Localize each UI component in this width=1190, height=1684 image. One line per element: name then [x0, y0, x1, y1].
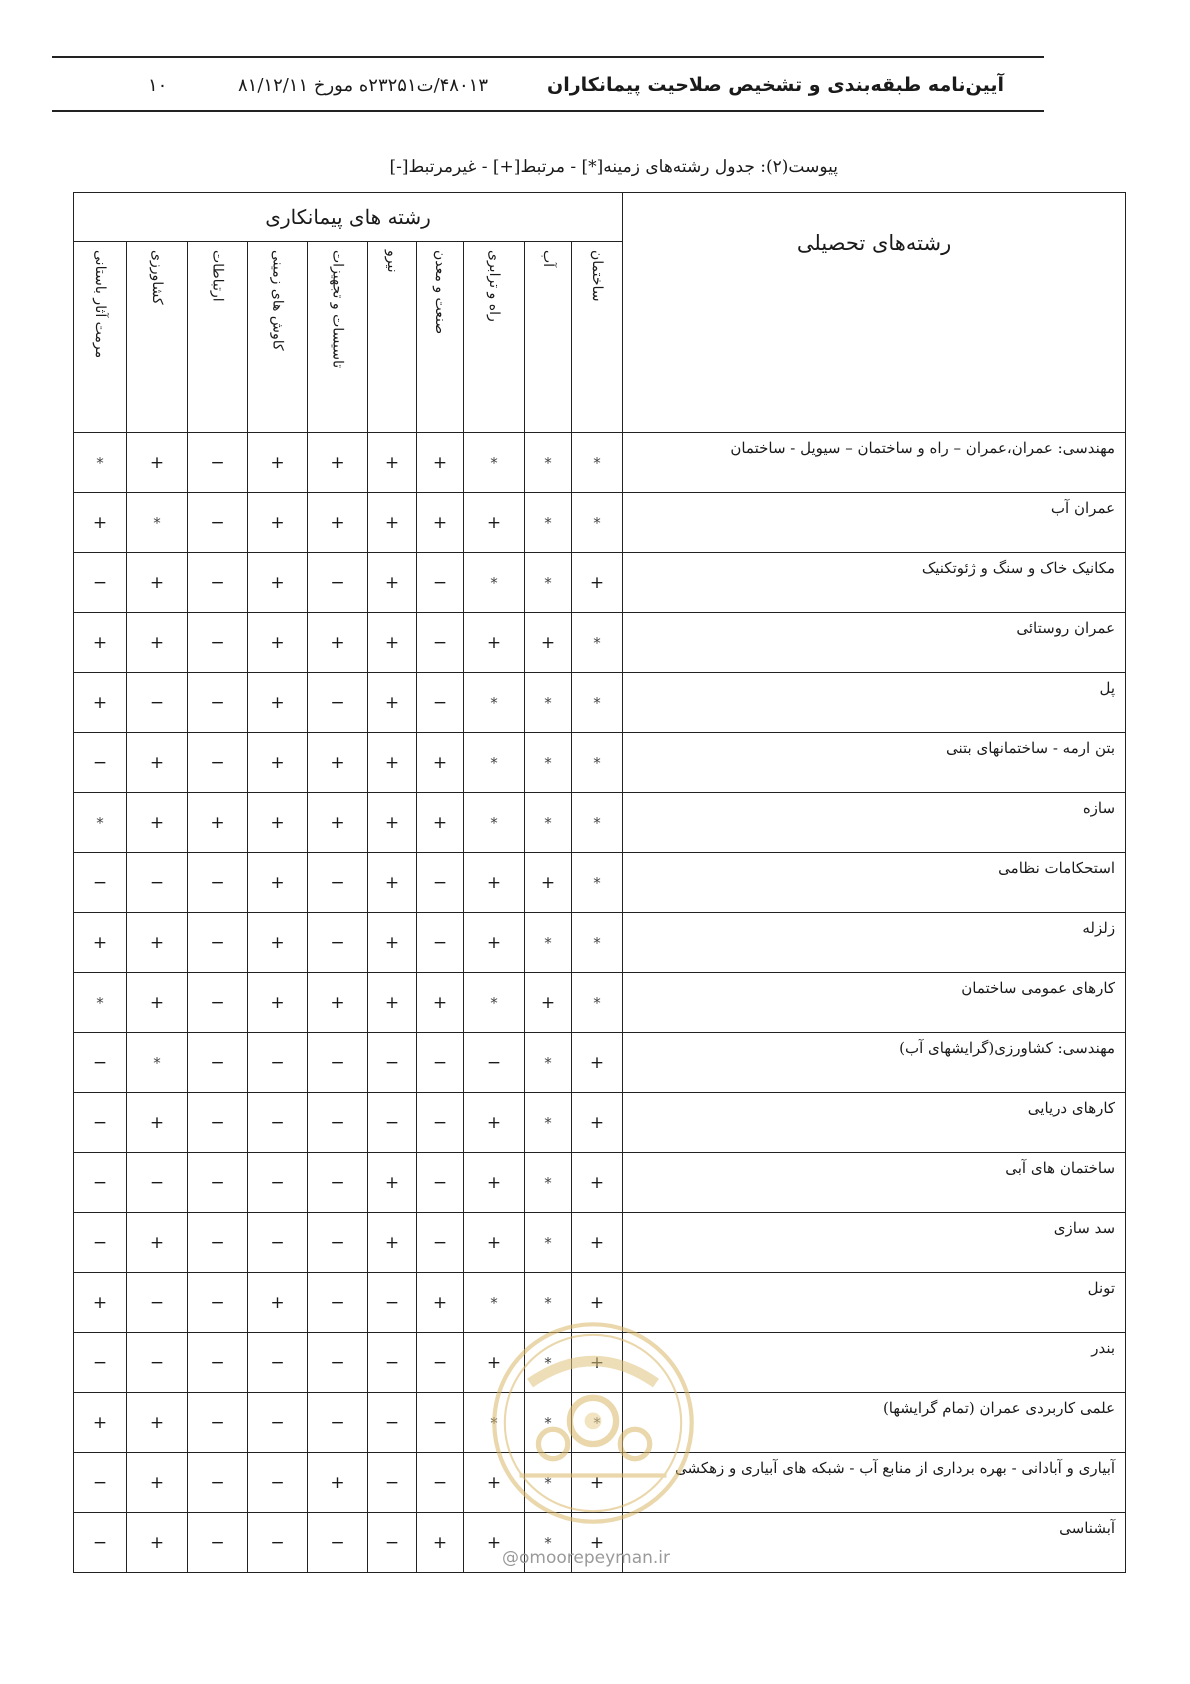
- relation-cell: −: [74, 1033, 127, 1093]
- column-header: [368, 242, 417, 433]
- regulation-reference: ۴۸۰۱۳/ت۲۳۲۵۱ه مورخ ۸۱/۱۲/۱۱: [238, 75, 488, 96]
- relation-cell: +: [572, 1093, 623, 1153]
- relation-cell: +: [248, 733, 308, 793]
- relation-cell: −: [248, 1033, 308, 1093]
- header-bottom-rule: [52, 110, 1044, 112]
- column-header: [127, 242, 188, 433]
- academic-field-label: استحکامات نظامی: [623, 853, 1126, 913]
- relation-cell: −: [417, 1333, 464, 1393]
- table-row: [74, 733, 1126, 793]
- relation-cell: +: [368, 1153, 417, 1213]
- relation-cell: +: [572, 553, 623, 613]
- column-header: [572, 242, 623, 433]
- relation-cell: −: [417, 1393, 464, 1453]
- relation-cell: +: [572, 1273, 623, 1333]
- relation-cell: −: [74, 1513, 127, 1573]
- relation-cell: *: [464, 1273, 525, 1333]
- relation-cell: −: [127, 673, 188, 733]
- relation-cell: +: [368, 493, 417, 553]
- relation-cell: *: [525, 1333, 572, 1393]
- relation-cell: −: [248, 1453, 308, 1513]
- relation-cell: +: [572, 1153, 623, 1213]
- relation-cell: +: [248, 493, 308, 553]
- relation-cell: −: [188, 1153, 248, 1213]
- relation-cell: −: [74, 1213, 127, 1273]
- relation-cell: +: [417, 793, 464, 853]
- relation-cell: −: [308, 1333, 368, 1393]
- relation-cell: +: [248, 853, 308, 913]
- relation-cell: *: [74, 973, 127, 1033]
- relation-cell: −: [417, 1213, 464, 1273]
- relation-cell: *: [464, 673, 525, 733]
- relation-cell: +: [525, 613, 572, 673]
- table-row: [74, 1093, 1126, 1153]
- column-header-label: کشاورزی: [149, 250, 165, 305]
- relation-cell: +: [127, 973, 188, 1033]
- relation-cell: −: [248, 1213, 308, 1273]
- relation-cell: −: [308, 1033, 368, 1093]
- academic-field-label: آبیاری و آبادانی - بهره برداری از منابع آب - شبکه های آبیاری و زهکشی: [623, 1453, 1126, 1513]
- relation-cell: *: [525, 1033, 572, 1093]
- relation-cell: −: [74, 853, 127, 913]
- relation-cell: +: [248, 1273, 308, 1333]
- table-row: [74, 1033, 1126, 1093]
- relation-cell: +: [417, 1513, 464, 1573]
- relation-cell: −: [417, 613, 464, 673]
- relation-cell: *: [572, 973, 623, 1033]
- relation-cell: +: [308, 733, 368, 793]
- relation-cell: −: [308, 553, 368, 613]
- relation-cell: +: [308, 973, 368, 1033]
- relation-cell: −: [127, 1333, 188, 1393]
- relation-cell: +: [248, 613, 308, 673]
- relation-cell: *: [464, 733, 525, 793]
- relation-cell: −: [127, 1153, 188, 1213]
- relation-cell: *: [464, 793, 525, 853]
- relation-cell: *: [572, 433, 623, 493]
- relation-cell: −: [127, 1273, 188, 1333]
- academic-field-label: پل: [623, 673, 1126, 733]
- academic-field-label: مکانیک خاک و سنگ و ژئوتکنیک: [623, 553, 1126, 613]
- watermark-url: @omoorepeyman.ir: [502, 1548, 671, 1568]
- table-row: [74, 853, 1126, 913]
- omoorepeyman-seal-icon: [488, 1318, 698, 1528]
- relation-cell: +: [127, 1513, 188, 1573]
- relation-cell: *: [525, 433, 572, 493]
- relation-cell: *: [525, 793, 572, 853]
- column-header-label: صنعت و معدن: [432, 250, 448, 335]
- relation-cell: −: [417, 1153, 464, 1213]
- relation-cell: +: [127, 793, 188, 853]
- relation-cell: −: [417, 673, 464, 733]
- relation-cell: +: [417, 433, 464, 493]
- relation-cell: *: [525, 1513, 572, 1573]
- relation-cell: *: [525, 913, 572, 973]
- relation-cell: +: [308, 1453, 368, 1513]
- relation-cell: −: [188, 1273, 248, 1333]
- relation-cell: −: [248, 1333, 308, 1393]
- relation-cell: −: [74, 1333, 127, 1393]
- relation-cell: +: [464, 1333, 525, 1393]
- relation-cell: −: [248, 1153, 308, 1213]
- relation-cell: *: [572, 733, 623, 793]
- relation-cell: +: [248, 973, 308, 1033]
- relation-cell: +: [74, 1393, 127, 1453]
- academic-field-label: بندر: [623, 1333, 1126, 1393]
- relation-cell: −: [308, 1153, 368, 1213]
- relation-cell: −: [188, 913, 248, 973]
- relation-cell: *: [525, 1093, 572, 1153]
- relation-cell: +: [572, 1513, 623, 1573]
- academic-fields-header: رشته‌های تحصیلی: [623, 193, 1126, 433]
- relation-cell: +: [464, 1513, 525, 1573]
- relation-cell: −: [308, 913, 368, 973]
- table-row: [74, 493, 1126, 553]
- relation-cell: −: [188, 613, 248, 673]
- relation-cell: +: [74, 613, 127, 673]
- relation-cell: +: [368, 613, 417, 673]
- relation-cell: *: [572, 793, 623, 853]
- relation-cell: −: [417, 1453, 464, 1513]
- table-row: [74, 913, 1126, 973]
- relation-cell: +: [572, 1033, 623, 1093]
- relation-cell: *: [525, 733, 572, 793]
- relation-cell: +: [308, 613, 368, 673]
- column-header: [188, 242, 248, 433]
- relation-cell: +: [368, 913, 417, 973]
- contracting-fields-header: رشته های پیمانکاری: [74, 193, 623, 242]
- relation-cell: −: [368, 1273, 417, 1333]
- relation-cell: +: [464, 1213, 525, 1273]
- relation-cell: +: [248, 793, 308, 853]
- relation-cell: −: [417, 1033, 464, 1093]
- relation-cell: +: [74, 913, 127, 973]
- relation-cell: +: [248, 433, 308, 493]
- header-top-rule: [52, 56, 1044, 58]
- relation-cell: *: [525, 1453, 572, 1513]
- relation-cell: +: [572, 1333, 623, 1393]
- relation-cell: +: [127, 1213, 188, 1273]
- table-row: [74, 613, 1126, 673]
- column-header-label: مرمت آثار باستانی: [92, 250, 108, 359]
- relation-cell: +: [417, 493, 464, 553]
- relation-cell: +: [464, 493, 525, 553]
- relation-cell: −: [188, 1393, 248, 1453]
- relation-cell: *: [525, 553, 572, 613]
- relation-cell: +: [127, 1393, 188, 1453]
- column-header: [525, 242, 572, 433]
- relation-cell: −: [188, 433, 248, 493]
- academic-field-label: سازه: [623, 793, 1126, 853]
- column-header: [308, 242, 368, 433]
- relation-cell: −: [74, 1453, 127, 1513]
- relation-cell: −: [368, 1093, 417, 1153]
- relation-cell: +: [248, 913, 308, 973]
- relation-cell: −: [188, 553, 248, 613]
- relation-cell: *: [572, 913, 623, 973]
- relation-cell: +: [464, 1093, 525, 1153]
- relation-cell: *: [74, 793, 127, 853]
- table-row: [74, 553, 1126, 613]
- relation-cell: +: [525, 853, 572, 913]
- relation-cell: −: [368, 1333, 417, 1393]
- table-caption: پیوست(۲): جدول رشته‌های زمینه[*] - مرتبط[+] - غیرمرتبط[-]: [389, 157, 838, 177]
- regulation-title: آیین‌نامه طبقه‌بندی و تشخیص صلاحیت پیمانکاران: [546, 74, 1004, 96]
- relation-cell: +: [127, 433, 188, 493]
- academic-field-label: بتن ارمه - ساختمانهای بتنی: [623, 733, 1126, 793]
- academic-field-label: مهندسی: عمران،عمران – راه و ساختمان – سیویل - ساختمان: [623, 433, 1126, 493]
- relation-cell: +: [308, 433, 368, 493]
- relation-cell: *: [572, 493, 623, 553]
- relation-cell: +: [572, 1213, 623, 1273]
- table-row: [74, 673, 1126, 733]
- column-header: [248, 242, 308, 433]
- relation-cell: −: [248, 1513, 308, 1573]
- academic-field-label: زلزله: [623, 913, 1126, 973]
- relation-cell: −: [368, 1393, 417, 1453]
- relation-cell: +: [188, 793, 248, 853]
- academic-field-label: کارهای عمومی ساختمان: [623, 973, 1126, 1033]
- relation-cell: +: [127, 613, 188, 673]
- relation-cell: −: [188, 1213, 248, 1273]
- relation-cell: *: [127, 1033, 188, 1093]
- relation-cell: −: [248, 1093, 308, 1153]
- column-header: [74, 242, 127, 433]
- relation-cell: *: [464, 433, 525, 493]
- relation-cell: −: [188, 853, 248, 913]
- relation-cell: +: [308, 493, 368, 553]
- relation-cell: −: [127, 853, 188, 913]
- relation-cell: *: [127, 493, 188, 553]
- relation-cell: +: [464, 1153, 525, 1213]
- relation-cell: −: [188, 1033, 248, 1093]
- relation-cell: +: [74, 1273, 127, 1333]
- relation-cell: +: [464, 1453, 525, 1513]
- relation-cell: −: [308, 1213, 368, 1273]
- relation-cell: −: [188, 973, 248, 1033]
- relation-cell: −: [248, 1393, 308, 1453]
- relation-cell: −: [188, 673, 248, 733]
- relation-cell: +: [308, 793, 368, 853]
- academic-field-label: علمی کاربردی عمران (تمام گرایشها): [623, 1393, 1126, 1453]
- relation-cell: −: [188, 733, 248, 793]
- academic-field-label: ساختمان های آبی: [623, 1153, 1126, 1213]
- table-row: [74, 433, 1126, 493]
- relation-cell: −: [188, 1093, 248, 1153]
- academic-field-label: سد سازی: [623, 1213, 1126, 1273]
- relation-cell: *: [464, 973, 525, 1033]
- relation-cell: +: [572, 1453, 623, 1513]
- relation-cell: +: [248, 553, 308, 613]
- relation-cell: +: [368, 673, 417, 733]
- academic-field-label: عمران آب: [623, 493, 1126, 553]
- relation-cell: *: [464, 1393, 525, 1453]
- relation-cell: −: [368, 1453, 417, 1513]
- relation-cell: +: [417, 733, 464, 793]
- relation-cell: +: [368, 433, 417, 493]
- relation-cell: +: [368, 553, 417, 613]
- relation-cell: −: [417, 853, 464, 913]
- relation-cell: +: [127, 913, 188, 973]
- relation-cell: *: [572, 613, 623, 673]
- table-header-row-1: [74, 193, 1126, 242]
- relation-cell: +: [525, 973, 572, 1033]
- relation-cell: −: [74, 553, 127, 613]
- table-row: [74, 1153, 1126, 1213]
- column-header-label: ارتباطات: [209, 250, 226, 302]
- relation-cell: +: [74, 493, 127, 553]
- column-header: [417, 242, 464, 433]
- relation-cell: *: [525, 1273, 572, 1333]
- relation-cell: +: [368, 973, 417, 1033]
- relation-cell: +: [368, 793, 417, 853]
- relation-cell: −: [74, 733, 127, 793]
- relation-cell: −: [188, 1453, 248, 1513]
- relation-cell: *: [464, 553, 525, 613]
- relation-cell: +: [464, 913, 525, 973]
- relation-cell: +: [464, 853, 525, 913]
- relation-cell: +: [127, 1093, 188, 1153]
- relation-cell: *: [74, 433, 127, 493]
- column-header-label: ساختمان: [589, 250, 606, 302]
- relation-cell: +: [127, 553, 188, 613]
- column-header-label: کاوش های زمینی: [269, 250, 286, 351]
- relation-cell: −: [308, 673, 368, 733]
- relation-cell: −: [308, 1093, 368, 1153]
- relation-cell: −: [417, 913, 464, 973]
- relation-cell: −: [74, 1153, 127, 1213]
- academic-field-label: کارهای دریایی: [623, 1093, 1126, 1153]
- table-row: [74, 1213, 1126, 1273]
- relation-cell: −: [417, 553, 464, 613]
- relation-cell: −: [464, 1033, 525, 1093]
- relation-cell: −: [188, 493, 248, 553]
- relation-cell: +: [248, 673, 308, 733]
- relation-cell: −: [188, 1513, 248, 1573]
- relation-cell: *: [525, 1213, 572, 1273]
- column-header-label: نیرو: [384, 250, 400, 273]
- relation-cell: −: [417, 1093, 464, 1153]
- relation-cell: +: [368, 853, 417, 913]
- relation-cell: *: [525, 1153, 572, 1213]
- relation-cell: +: [127, 1453, 188, 1513]
- relation-cell: −: [308, 1513, 368, 1573]
- relation-cell: *: [525, 1393, 572, 1453]
- relation-cell: +: [417, 973, 464, 1033]
- table-row: [74, 793, 1126, 853]
- relation-cell: *: [525, 493, 572, 553]
- relation-cell: −: [368, 1033, 417, 1093]
- column-header-label: تاسیسات و تجهیزات: [329, 250, 346, 369]
- academic-field-label: عمران روستائی: [623, 613, 1126, 673]
- relation-cell: −: [188, 1333, 248, 1393]
- academic-field-label: تونل: [623, 1273, 1126, 1333]
- academic-field-label: مهندسی: کشاورزی(گرایشهای آب): [623, 1033, 1126, 1093]
- relation-cell: +: [368, 733, 417, 793]
- page-number: ۱۰: [148, 75, 168, 96]
- relation-cell: −: [308, 1393, 368, 1453]
- relation-cell: +: [127, 733, 188, 793]
- column-header: [464, 242, 525, 433]
- table-row: [74, 973, 1126, 1033]
- relation-cell: *: [572, 853, 623, 913]
- column-header-label: راه و ترابری: [486, 250, 502, 322]
- relation-cell: +: [368, 1213, 417, 1273]
- relation-cell: +: [74, 673, 127, 733]
- relation-cell: −: [368, 1513, 417, 1573]
- column-header-label: آب: [540, 250, 556, 268]
- relation-cell: +: [464, 613, 525, 673]
- relation-cell: +: [417, 1273, 464, 1333]
- relation-cell: *: [572, 673, 623, 733]
- relation-cell: −: [308, 1273, 368, 1333]
- relation-cell: −: [308, 853, 368, 913]
- relation-cell: *: [525, 673, 572, 733]
- academic-field-label: آبشناسی: [623, 1513, 1126, 1573]
- relation-cell: −: [74, 1093, 127, 1153]
